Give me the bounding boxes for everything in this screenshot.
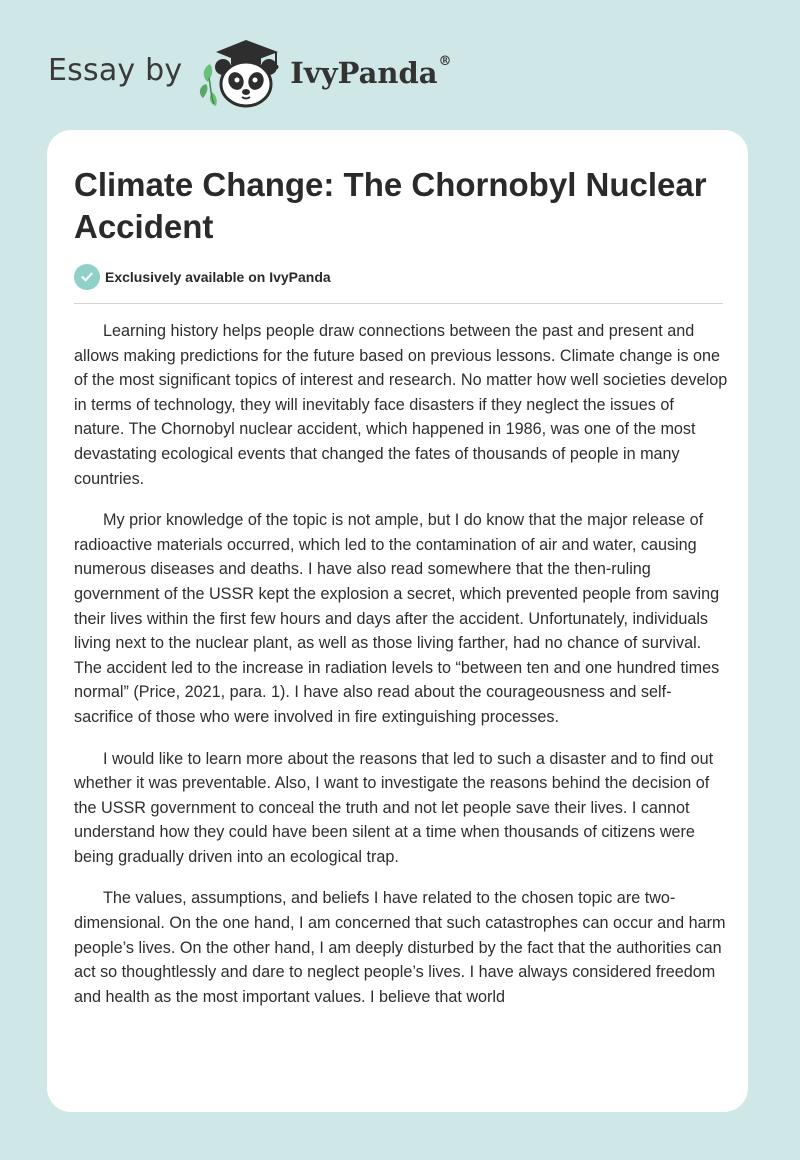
page-title: Climate Change: The Chornobyl Nuclear Accident [74,166,707,245]
panda-graduate-logo-icon [196,34,286,110]
essay-by-label: Essay by [48,52,183,88]
paragraph: The values, assumptions, and beliefs I have related to the chosen topic are two-dimensional. On the one hand, I am concerned that such catastrophes can occur and harm people’s lives. On the other hand, I am deeply disturbed by the fact that the authorities can act so thoughtlessly and dare to neglect people’s lives. I have always considered freedom and health as the most important values. I believe that world [74,889,726,1006]
check-circle-icon [74,264,100,290]
divider [74,303,723,304]
essay-body [74,319,728,1026]
badge-text: Exclusively available on IvyPanda [105,269,331,285]
paragraph: Learning history helps people draw connections between the past and present and allows making predictions for the future based on previous lessons. Climate change is one of the most significant topics of interest and research. No matter how well societies develop in terms of technology, they will inevitably face disasters if they neglect the issues of nature. The Chornobyl nuclear accident, which happened in 1986, was one of the most devastating ecological events that changed the fates of thousands of people in many countries. [74,322,728,488]
trademark-symbol: ® [438,54,452,69]
paragraph: I would like to learn more about the reasons that led to such a disaster and to find out whether it was preventable. Also, I want to investigate the reasons behind the decision of the USSR government to conceal the truth and not let people save their lives. I cannot understand how they could have been silent at a time when thousands of citizens were being gradually driven into an ecological trap. [74,749,714,866]
essay-card [47,130,748,1112]
ivy-leaf-icon [200,64,217,106]
site-header [48,34,452,110]
paragraph: My prior knowledge of the topic is not ample, but I do know that the major release of radioactive materials occurred, which led to the contamination of air and water, causing numerous diseases and deaths. I have also read somewhere that the then-ruling government of the USSR kept the explosion a secret, which prevented people from saving their lives within the first few hours and days after the accident. Unfortunately, individuals living next to the nuclear plant, as well as those living farther, had no chance of survival. The accident led to the increase in radiation levels to “between ten and one hundred times normal” (Price, 2021, para. 1). I have also read about the courageousness and self-sacrifice of those who were involved in fire extinguishing processes. [74,511,720,726]
ivypanda-logo[interactable] [196,34,286,110]
brand-name[interactable]: IvyPanda® [290,54,452,90]
exclusive-badge [74,264,331,290]
